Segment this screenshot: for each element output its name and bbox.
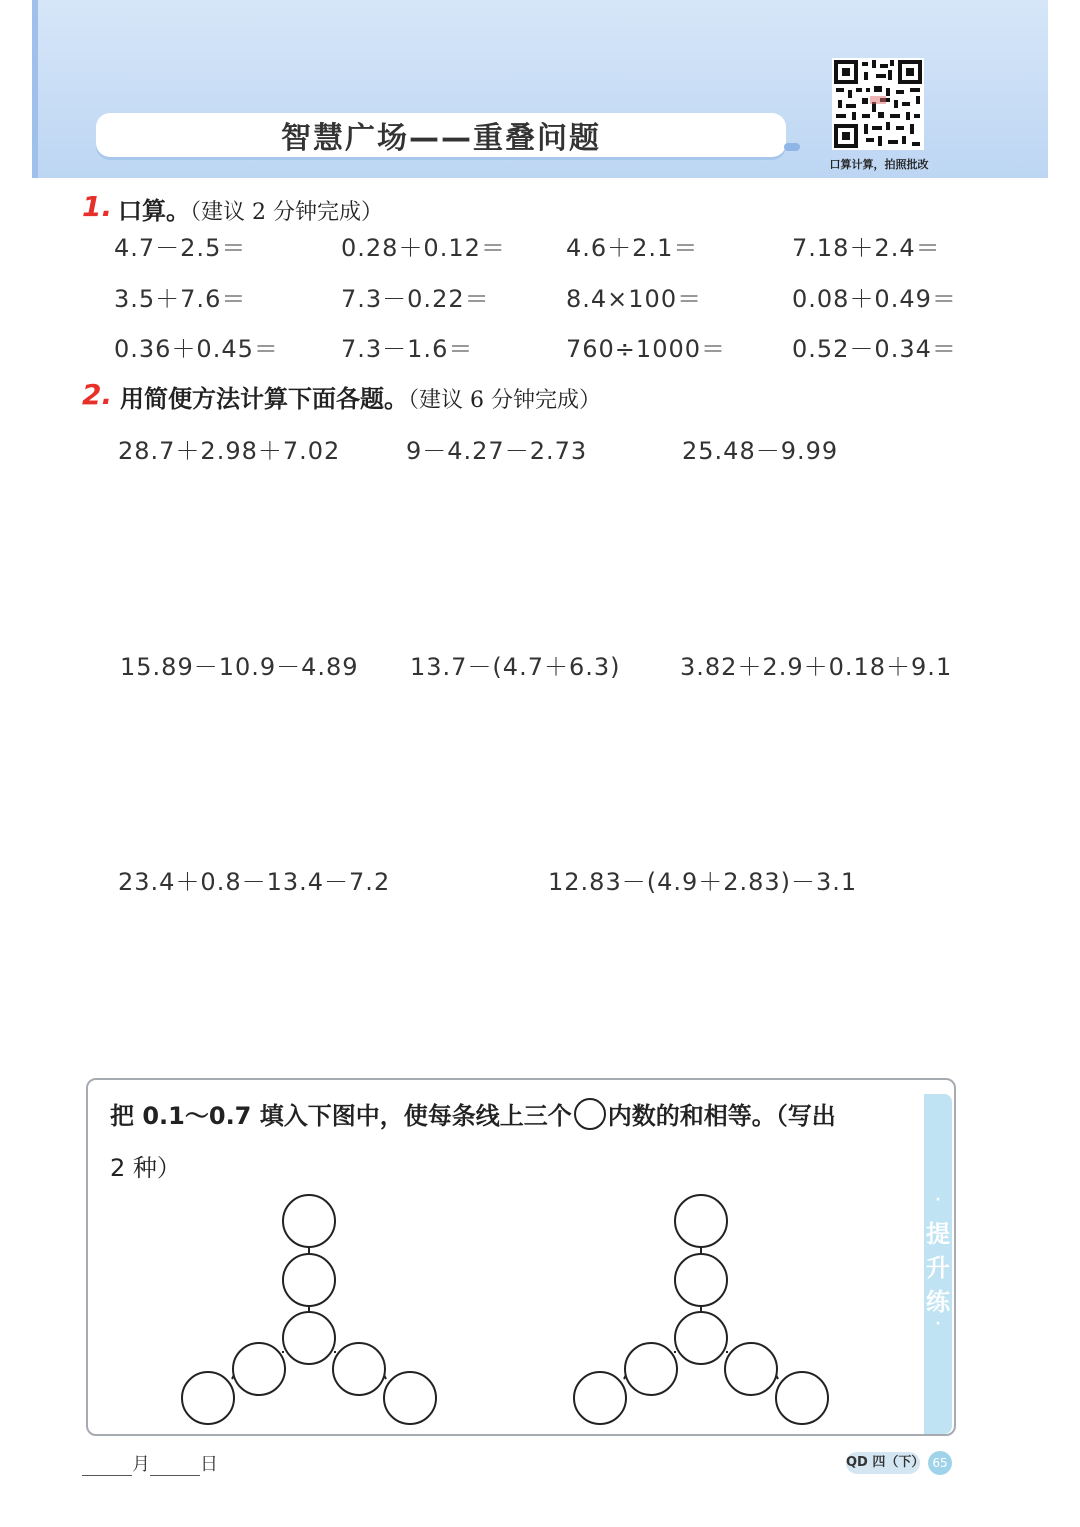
simplify-problem: 9－4.27－2.73 bbox=[406, 437, 588, 465]
side-tab-char: 练 bbox=[926, 1288, 950, 1316]
oral-calc-item: 7.3－1.6＝ bbox=[341, 335, 474, 363]
side-tab-char: 升 bbox=[926, 1254, 950, 1282]
oral-calc-item: 0.36＋0.45＝ bbox=[114, 335, 279, 363]
blank-circle bbox=[574, 1372, 626, 1424]
blank-circle bbox=[283, 1195, 335, 1247]
circle-diagram-2 bbox=[570, 1192, 832, 1428]
blank-circle bbox=[182, 1372, 234, 1424]
date-field bbox=[82, 1450, 218, 1476]
section-2-title-text: 用简便方法计算下面各题。 bbox=[120, 385, 408, 413]
month-blank[interactable] bbox=[82, 1457, 132, 1476]
simplify-problem: 23.4＋0.8－13.4－7.2 bbox=[118, 868, 391, 896]
blank-circle bbox=[776, 1372, 828, 1424]
oral-calc-item: 7.3－0.22＝ bbox=[341, 285, 490, 313]
title-decoration bbox=[784, 143, 800, 151]
blank-circle bbox=[233, 1343, 285, 1395]
oral-calc-item: 4.6＋2.1＝ bbox=[566, 234, 699, 262]
circle-diagram-1 bbox=[178, 1192, 440, 1428]
oral-calc-item: 760÷1000＝ bbox=[566, 335, 726, 363]
section-2-title bbox=[120, 379, 601, 414]
challenge-text-line2: 2 种） bbox=[110, 1154, 181, 1182]
qr-caption: 口算计算，拍照批改 bbox=[829, 158, 929, 171]
section-2-number: 2. bbox=[82, 378, 113, 411]
oral-calc-item: 0.08＋0.49＝ bbox=[792, 285, 957, 313]
book-code-badge: QD 四（下） bbox=[846, 1452, 920, 1474]
page-title-bar bbox=[96, 113, 786, 157]
section-1-title bbox=[118, 191, 383, 226]
blank-circle bbox=[333, 1343, 385, 1395]
simplify-problem: 3.82＋2.9＋0.18＋9.1 bbox=[680, 653, 953, 681]
simplify-problem: 12.83－(4.9＋2.83)－3.1 bbox=[548, 868, 858, 896]
page-title: 智慧广场——重叠问题 bbox=[281, 121, 601, 156]
circle-icon bbox=[574, 1098, 606, 1130]
blank-circle bbox=[625, 1343, 677, 1395]
day-blank[interactable] bbox=[150, 1457, 200, 1476]
oral-calc-item: 8.4×100＝ bbox=[566, 285, 703, 313]
section-1-number: 1. bbox=[82, 190, 113, 223]
simplify-problem: 25.48－9.99 bbox=[682, 437, 839, 465]
simplify-problem: 28.7＋2.98＋7.02 bbox=[118, 437, 341, 465]
blank-circle bbox=[675, 1312, 727, 1364]
page-number: 65 bbox=[928, 1451, 952, 1475]
blank-circle bbox=[675, 1195, 727, 1247]
challenge-text-part2: 内数的和相等。（写出 bbox=[607, 1102, 836, 1130]
oral-calc-item: 0.52－0.34＝ bbox=[792, 335, 957, 363]
simplify-problem: 15.89－10.9－4.89 bbox=[120, 653, 359, 681]
month-label: 月 bbox=[132, 1454, 150, 1475]
oral-calc-item: 0.28＋0.12＝ bbox=[341, 234, 506, 262]
blank-circle bbox=[283, 1254, 335, 1306]
oral-calc-item: 7.18＋2.4＝ bbox=[792, 234, 941, 262]
challenge-text-part1: 把 0.1～0.7 填入下图中，使每条线上三个 bbox=[110, 1102, 572, 1130]
blank-circle bbox=[283, 1312, 335, 1364]
side-tab bbox=[924, 1094, 952, 1434]
day-label: 日 bbox=[200, 1454, 218, 1475]
blank-circle bbox=[675, 1254, 727, 1306]
side-tab-dot: · bbox=[935, 1192, 941, 1208]
oral-calc-item: 4.7－2.5＝ bbox=[114, 234, 247, 262]
challenge-text bbox=[110, 1096, 836, 1131]
blank-circle bbox=[384, 1372, 436, 1424]
section-2-hint: （建议 6 分钟完成） bbox=[408, 388, 601, 413]
section-1-title-text: 口算。 bbox=[118, 197, 190, 225]
blank-circle bbox=[725, 1343, 777, 1395]
oral-calc-item: 3.5＋7.6＝ bbox=[114, 285, 247, 313]
side-tab-dot: · bbox=[935, 1316, 941, 1332]
simplify-problem: 13.7－(4.7＋6.3) bbox=[410, 653, 621, 681]
side-tab-char: 提 bbox=[926, 1220, 950, 1248]
qr-code-icon[interactable] bbox=[832, 58, 924, 150]
section-1-hint: （建议 2 分钟完成） bbox=[190, 200, 383, 225]
